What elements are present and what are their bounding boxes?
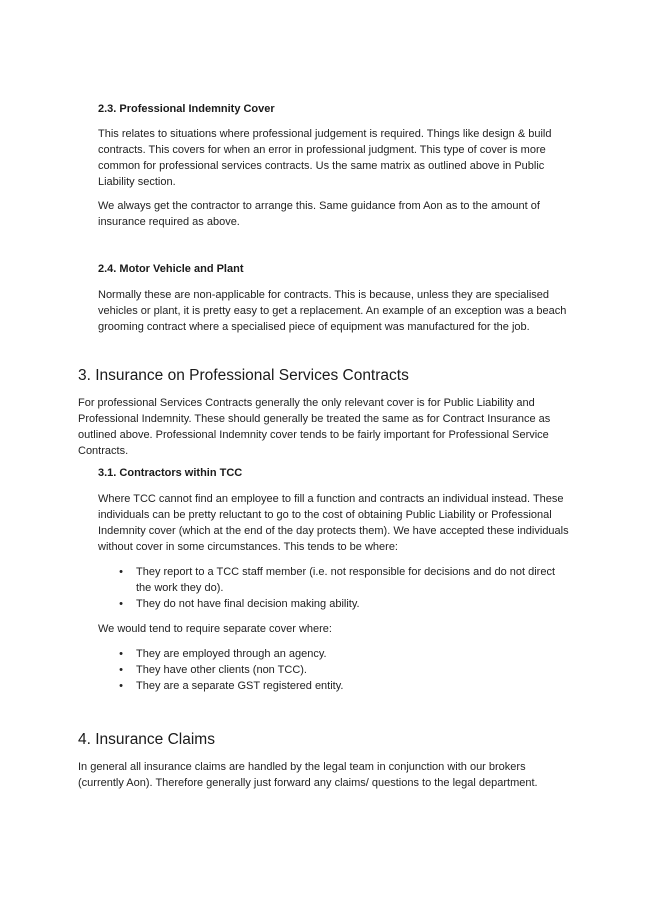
text-line: Professional Indemnity. These should generally be treated the same as for Contract Insurance as xyxy=(78,413,551,425)
text-line: Liability section. xyxy=(98,176,176,188)
paragraph-3-1-b xyxy=(98,621,332,637)
text-line: vehicles or plant, it is pretty easy to get a replacement. An example of an exception was a beach xyxy=(98,305,567,317)
heading-2-3: 2.3. Professional Indemnity Cover xyxy=(98,103,275,115)
text-line: They have other clients (non TCC). xyxy=(136,664,307,676)
text-line: Indemnity cover (which at the end of the day protects them). We have accepted these individuals xyxy=(98,525,569,537)
bullet-icon: • xyxy=(119,648,123,660)
list-item-text xyxy=(136,646,327,662)
list-item-text xyxy=(136,596,360,612)
paragraph-2-3-b xyxy=(98,198,540,230)
text-line: We would tend to require separate cover where: xyxy=(98,623,332,635)
text-line: common for professional services contracts. Us the same matrix as outlined above in Public xyxy=(98,160,545,172)
text-line: Contracts. xyxy=(78,445,129,457)
text-line: contracts. This covers for when an error in professional judgment. This type of cover is more xyxy=(98,144,546,156)
text-line: Where TCC cannot find an employee to fill a function and contracts an individual instead. These xyxy=(98,493,564,505)
text-line: We always get the contractor to arrange this. Same guidance from Aon as to the amount of xyxy=(98,200,540,212)
heading-3-1: 3.1. Contractors within TCC xyxy=(98,467,243,479)
heading-3: 3. Insurance on Professional Services Contracts xyxy=(78,367,409,384)
text-line: grooming contract where a specialised piece of equipment was manufactured for the job. xyxy=(98,321,530,333)
text-line: outlined above. Professional Indemnity cover tends to be fairly important for Professional Service xyxy=(78,429,549,441)
text-line: without cover in some circumstances. This tends to be where: xyxy=(98,541,398,553)
paragraph-2-4 xyxy=(98,287,566,335)
text-line: In general all insurance claims are handled by the legal team in conjunction with our brokers xyxy=(78,761,526,773)
bullet-icon: • xyxy=(119,664,123,676)
list-item-text xyxy=(136,662,307,678)
text-line: This relates to situations where professional judgement is required. Things like design & build xyxy=(98,128,552,140)
text-line: For professional Services Contracts generally the only relevant cover is for Public Liability and xyxy=(78,397,535,409)
list-item-text xyxy=(136,678,343,694)
text-line: They report to a TCC staff member (i.e. not responsible for decisions and do not direct xyxy=(136,566,556,578)
paragraph-3 xyxy=(78,395,550,459)
paragraph-4 xyxy=(78,759,538,791)
heading-2-4: 2.4. Motor Vehicle and Plant xyxy=(98,263,244,275)
text-line: individuals can be pretty reluctant to go to the cost of obtaining Public Liability or Professional xyxy=(98,509,552,521)
heading-4: 4. Insurance Claims xyxy=(78,731,215,748)
text-line: Normally these are non-applicable for contracts. This is because, unless they are specialised xyxy=(98,289,550,301)
bullet-icon: • xyxy=(119,598,123,610)
paragraph-3-1-a xyxy=(98,491,569,555)
text-line: (currently Aon). Therefore generally just forward any claims/ questions to the legal department. xyxy=(78,777,538,789)
list-item-text xyxy=(136,564,555,596)
paragraph-2-3-a xyxy=(98,126,552,190)
text-line: They are a separate GST registered entity. xyxy=(136,680,344,692)
bullet-icon: • xyxy=(119,680,123,692)
text-line: the work they do). xyxy=(136,582,224,594)
text-line: They do not have final decision making ability. xyxy=(136,598,360,610)
bullet-icon: • xyxy=(119,566,123,578)
text-line: insurance required as above. xyxy=(98,216,240,228)
text-line: They are employed through an agency. xyxy=(136,648,327,660)
